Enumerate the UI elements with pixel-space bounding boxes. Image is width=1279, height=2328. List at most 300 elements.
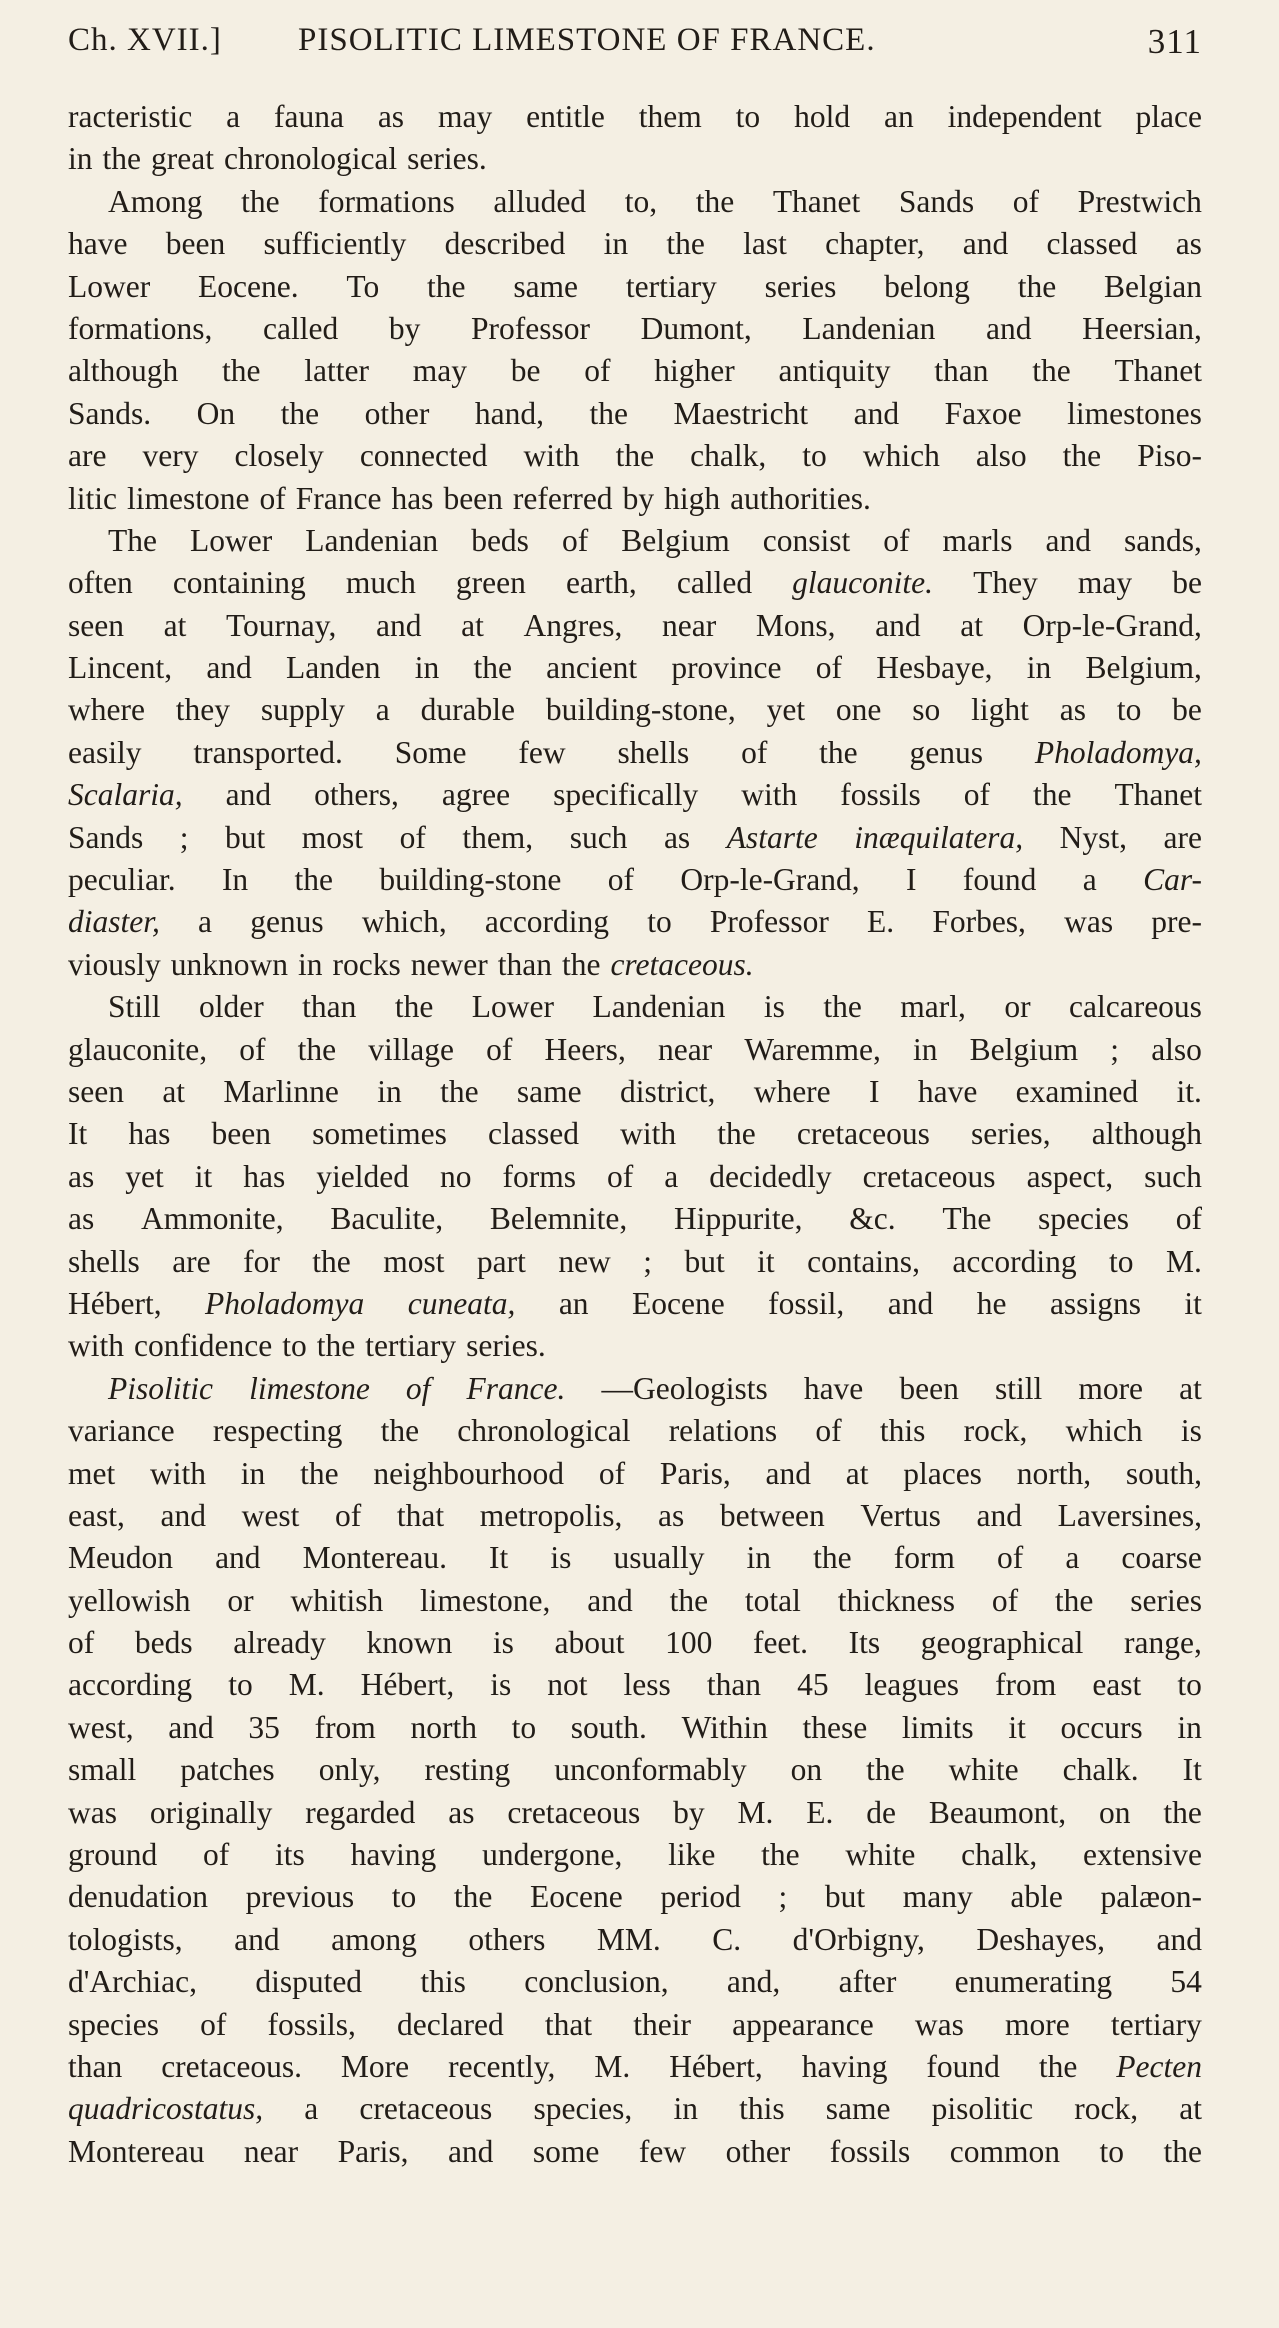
word: Lower (190, 522, 273, 558)
word: M. (288, 1667, 325, 1703)
word: to (647, 904, 672, 940)
word: has (243, 1158, 286, 1194)
word: the (1038, 2048, 1078, 2084)
word: with (523, 438, 580, 474)
text-line (68, 1410, 1202, 1452)
word: species, (533, 2091, 633, 2127)
word: Sands (68, 819, 144, 855)
italic-word: Pholadomya, (1034, 734, 1202, 770)
word: building-stone, (545, 692, 736, 728)
word: is (490, 1667, 512, 1703)
word: Faxoe (944, 395, 1022, 431)
word: and (225, 777, 272, 813)
word: from (995, 1667, 1057, 1703)
word: be (510, 353, 541, 389)
word: MM. (596, 1921, 661, 1957)
word: west (241, 1497, 300, 1533)
word: like (668, 1837, 716, 1873)
word: was (1064, 904, 1114, 940)
word: to (1116, 692, 1142, 728)
word: same (825, 2091, 891, 2127)
word: in (414, 650, 440, 686)
word: green (455, 565, 526, 601)
word: Still (108, 989, 161, 1025)
italic-word: Car- (1143, 862, 1202, 898)
text-line (68, 1834, 1202, 1876)
word: 45 (797, 1667, 829, 1703)
word: same (513, 268, 579, 304)
word: Some (394, 734, 467, 770)
word: known (366, 1625, 453, 1661)
word: but (225, 819, 266, 855)
word: the (1054, 1582, 1094, 1618)
word: respecting (212, 1413, 343, 1449)
word: so (912, 692, 941, 728)
word: Belgium (621, 522, 730, 558)
word: recently, (448, 2048, 556, 2084)
word: also (1151, 1031, 1202, 1067)
word: a (304, 2091, 319, 2127)
word: Forbes, (932, 904, 1026, 940)
text-line (68, 817, 1202, 859)
word: a (1065, 1540, 1080, 1576)
word: the (280, 395, 320, 431)
word: denudation (68, 1879, 208, 1915)
word: entitle (526, 99, 605, 134)
word: of (815, 650, 842, 686)
word: specifically (553, 777, 699, 813)
word: was (914, 2006, 964, 2042)
word: district, (619, 1073, 716, 1109)
word: east, (68, 1497, 125, 1533)
word: the (102, 141, 141, 177)
word: of (607, 862, 634, 898)
word: called (676, 565, 753, 601)
word: yielded (316, 1158, 409, 1194)
word: than (302, 989, 357, 1025)
word: than (706, 1667, 762, 1703)
word: be (1172, 692, 1202, 728)
word: found (926, 2048, 1000, 2084)
word: limestones (1067, 395, 1202, 431)
word: limestone (127, 480, 250, 516)
word: the (427, 268, 466, 304)
word: Belemnite, (489, 1201, 628, 1237)
italic-word: of (405, 1370, 431, 1406)
italic-word: limestone (249, 1370, 370, 1406)
word: racteristic (68, 99, 193, 134)
word: the (561, 946, 601, 982)
word: the (473, 650, 512, 686)
word: in (240, 1455, 266, 1491)
word: been (899, 1370, 959, 1406)
word: north (410, 1709, 477, 1745)
word: Thanet (772, 183, 861, 219)
word: part (476, 1243, 526, 1279)
word: formations (318, 183, 455, 219)
word: been (211, 1116, 271, 1152)
word: near (657, 1031, 713, 1067)
word: shells (68, 1243, 140, 1279)
word: cretaceous (862, 1158, 996, 1194)
word: the (1017, 268, 1057, 304)
word: after (838, 1964, 897, 2000)
text-line (68, 1029, 1202, 1071)
word: Meudon (68, 1540, 173, 1576)
italic-word: glauconite. (792, 565, 933, 601)
word: yet (766, 692, 806, 728)
word: whitish (290, 1582, 384, 1618)
word: not (547, 1667, 588, 1703)
text-line (68, 859, 1202, 901)
word: litic (68, 480, 117, 516)
word: the (761, 1837, 800, 1873)
word: places (903, 1455, 982, 1491)
word: Baculite, (330, 1201, 444, 1237)
word: of (486, 1031, 513, 1067)
word: have (68, 226, 128, 262)
word: Hippurite, (673, 1201, 803, 1237)
word: sands, (1124, 522, 1202, 558)
word: fauna (273, 99, 344, 134)
word: still (994, 1370, 1043, 1406)
italic-word: Pisolitic (108, 1370, 213, 1406)
word: form (893, 1540, 955, 1576)
word: Belgium (969, 1031, 1079, 1067)
word: than (68, 2048, 123, 2084)
word: to (282, 1328, 307, 1364)
word: aspect, (1026, 1158, 1114, 1194)
word: occurs (1060, 1709, 1143, 1745)
word: of (1012, 183, 1040, 219)
word: Professor (709, 904, 829, 940)
word: with (68, 1328, 125, 1364)
word: as (377, 99, 405, 134)
word: M. (1165, 1243, 1202, 1279)
word: to (511, 1709, 537, 1745)
word: as (68, 1201, 95, 1237)
word: may (437, 99, 493, 134)
word: hold (794, 99, 851, 134)
word: and (875, 607, 921, 643)
word: fossils (829, 2133, 911, 2169)
word: durable (420, 692, 516, 728)
word: it (194, 1158, 213, 1194)
word: ; (643, 1243, 652, 1279)
word: small (68, 1752, 137, 1788)
word: chapter, (825, 226, 925, 262)
word: and (962, 226, 1009, 262)
text-line (68, 605, 1202, 647)
word: Thanet (1114, 353, 1202, 389)
word: Prestwich (1077, 183, 1202, 219)
word: the (380, 1413, 420, 1449)
word: been (443, 480, 503, 516)
word: forms (502, 1158, 576, 1194)
word: fossils (840, 777, 921, 813)
word: and (985, 310, 1032, 346)
word: them, (462, 819, 534, 855)
word: transported. (193, 734, 343, 770)
word: disputed (255, 1964, 363, 2000)
word: of (997, 1540, 1024, 1576)
word: the (222, 353, 261, 389)
word: same (516, 1073, 582, 1109)
word: regarded (305, 1794, 416, 1830)
word: M. (594, 2048, 631, 2084)
word: which, (361, 904, 447, 940)
word: at (163, 607, 187, 643)
word: To (346, 268, 380, 304)
word: beds (134, 1625, 193, 1661)
word: last (743, 226, 787, 262)
word: Its (848, 1625, 881, 1661)
word: species (1038, 1201, 1130, 1237)
text-line (68, 1749, 1202, 1791)
word: pre- (1151, 904, 1202, 940)
word: may (412, 353, 467, 389)
word: where (68, 692, 145, 728)
word: of (68, 1625, 95, 1661)
word: of (598, 1455, 626, 1491)
word: Thanet (1114, 777, 1202, 813)
page-number: 311 (1147, 22, 1202, 61)
word: Montereau. (302, 1540, 447, 1576)
word: many (902, 1879, 973, 1915)
word: although (68, 353, 179, 389)
word: of (741, 734, 768, 770)
word: that (396, 1497, 445, 1533)
word: E. (867, 904, 895, 940)
word: a (664, 1158, 679, 1194)
italic-word: inæquilatera, (854, 819, 1024, 855)
word: at (1179, 2091, 1202, 2127)
word: this (739, 2091, 785, 2127)
word: of (203, 1837, 230, 1873)
word: by (622, 480, 655, 516)
word: The (942, 1201, 992, 1237)
word: as (68, 1158, 95, 1194)
word: they (175, 692, 231, 728)
word: series. (407, 141, 487, 177)
word: Maestricht (673, 395, 809, 431)
italic-word: Pholadomya (205, 1285, 365, 1321)
word: of (606, 1158, 634, 1194)
word: only, (318, 1752, 381, 1788)
word: its (275, 1837, 305, 1873)
word: according (68, 1667, 193, 1703)
word: Montereau (68, 2133, 205, 2169)
word: great (151, 141, 214, 177)
text-line (68, 1071, 1202, 1113)
word: alluded (493, 183, 587, 219)
word: newer (410, 946, 488, 982)
word: east (1092, 1667, 1142, 1703)
word: cretaceous. (161, 2048, 302, 2084)
word: the (666, 226, 705, 262)
word: but (684, 1243, 725, 1279)
word: of (334, 1497, 362, 1533)
word: such (1144, 1158, 1202, 1194)
word: building-stone (379, 862, 562, 898)
word: the (453, 1879, 493, 1915)
italic-word: cuneata, (407, 1285, 516, 1321)
word: for (243, 1243, 280, 1279)
word: in (912, 1031, 938, 1067)
word: rock, (1074, 2091, 1139, 2127)
word: Paris, (337, 2133, 409, 2169)
word: some (532, 2133, 600, 2169)
word: coarse (1121, 1540, 1202, 1576)
word: of (399, 819, 426, 855)
word: Orp-le-Grand, (1022, 607, 1202, 643)
word: is (1180, 1413, 1202, 1449)
word: the (394, 989, 434, 1025)
word: originally (149, 1794, 273, 1830)
word: of (883, 522, 910, 558)
word: beds (471, 522, 529, 558)
word: Mons, (755, 607, 836, 643)
word: limestone, (420, 1582, 551, 1618)
word: as (663, 819, 691, 855)
word: on (1099, 1794, 1131, 1830)
word: tologists, (68, 1921, 183, 1957)
word: Among (108, 183, 203, 219)
italic-word: France. (466, 1370, 566, 1406)
word: among (331, 1921, 417, 1957)
word: series (764, 268, 837, 304)
word: Beaumont, (928, 1794, 1067, 1830)
word: rock, (963, 1413, 1028, 1449)
text-line (68, 1495, 1202, 1537)
word: chalk, (961, 1837, 1038, 1873)
word: and (375, 607, 422, 643)
word: at (845, 1455, 869, 1491)
word: others (468, 1921, 546, 1957)
word: higher (654, 353, 735, 389)
word: the (823, 989, 862, 1025)
running-title: PISOLITIC LIMESTONE OF FRANCE. (298, 22, 876, 58)
word: in (377, 1073, 402, 1109)
word: at (461, 607, 484, 643)
word: metropolis, (479, 1497, 623, 1533)
word: near (243, 2133, 299, 2169)
text-line (68, 138, 1202, 180)
word: resting (424, 1752, 511, 1788)
italic-word: Pecten (1116, 2048, 1202, 2084)
word: classed (488, 1116, 579, 1152)
word: ; (778, 1879, 788, 1915)
word: than (497, 946, 552, 982)
word: of (584, 353, 611, 389)
text-line (68, 1113, 1202, 1155)
word: patches (180, 1752, 275, 1788)
word: is (492, 1625, 514, 1661)
word: sometimes (312, 1116, 447, 1152)
word: 100 (665, 1625, 713, 1661)
word: he (976, 1285, 1007, 1321)
word: met (68, 1455, 116, 1491)
word: series (1130, 1582, 1202, 1618)
text-line (68, 689, 1202, 731)
word: are (1163, 819, 1202, 855)
word: although (1091, 1116, 1202, 1152)
word: Hébert, (669, 2048, 763, 2084)
text-line (68, 986, 1202, 1028)
word: more (1005, 2006, 1070, 2042)
italic-word: quadricostatus, (68, 2091, 264, 2127)
text-line (68, 1368, 1202, 1410)
word: assigns (1049, 1285, 1141, 1321)
word: has (128, 1116, 171, 1152)
word: containing (172, 565, 306, 601)
word: a (375, 692, 390, 728)
word: such (569, 819, 628, 855)
text-line (68, 393, 1202, 435)
word: is (763, 989, 785, 1025)
word: the (1163, 2133, 1202, 2169)
word: tertiary (1110, 2006, 1202, 2042)
text-line (68, 1664, 1202, 1706)
word: at (162, 1073, 186, 1109)
word: a (226, 99, 241, 134)
word: white (845, 1837, 916, 1873)
word: it. (1176, 1073, 1202, 1109)
word: have (803, 1370, 864, 1406)
word: and (1045, 522, 1092, 558)
word: marl, (900, 989, 966, 1025)
word: this (879, 1413, 926, 1449)
word: to (735, 99, 761, 134)
text-line (68, 266, 1202, 308)
word: the (1033, 777, 1072, 813)
word: the (300, 1455, 339, 1491)
word: cretaceous (359, 2091, 493, 2127)
word: at (960, 607, 983, 643)
word: genus (250, 904, 324, 940)
word: according (952, 1243, 1077, 1279)
word: white (948, 1752, 1019, 1788)
word: previous (245, 1879, 355, 1915)
word: Piso- (1137, 438, 1202, 474)
word: than (934, 353, 989, 389)
word: M. (737, 1794, 774, 1830)
text-line (68, 223, 1202, 265)
text-line (68, 2004, 1202, 2046)
word: limits (901, 1709, 974, 1745)
word: confidence (134, 1328, 273, 1364)
word: in (1026, 650, 1052, 686)
italic-word: Astarte (726, 819, 818, 855)
word: ; (1110, 1031, 1120, 1067)
word: d'Orbigny, (792, 1921, 925, 1957)
word: Belgian (1104, 268, 1202, 304)
word: Paris, (659, 1455, 731, 1491)
word: Landenian (305, 522, 439, 558)
word: ground (68, 1837, 158, 1873)
word: palæon- (1100, 1879, 1202, 1915)
word: relations (668, 1413, 778, 1449)
word: and (234, 1921, 280, 1957)
word: Hébert, (360, 1667, 455, 1703)
word: are (172, 1243, 211, 1279)
word: to (1177, 1667, 1202, 1703)
word: of (200, 2006, 227, 2042)
word: the (695, 183, 735, 219)
word: ancient (546, 650, 638, 686)
word: also (975, 438, 1027, 474)
word: by (673, 1794, 705, 1830)
